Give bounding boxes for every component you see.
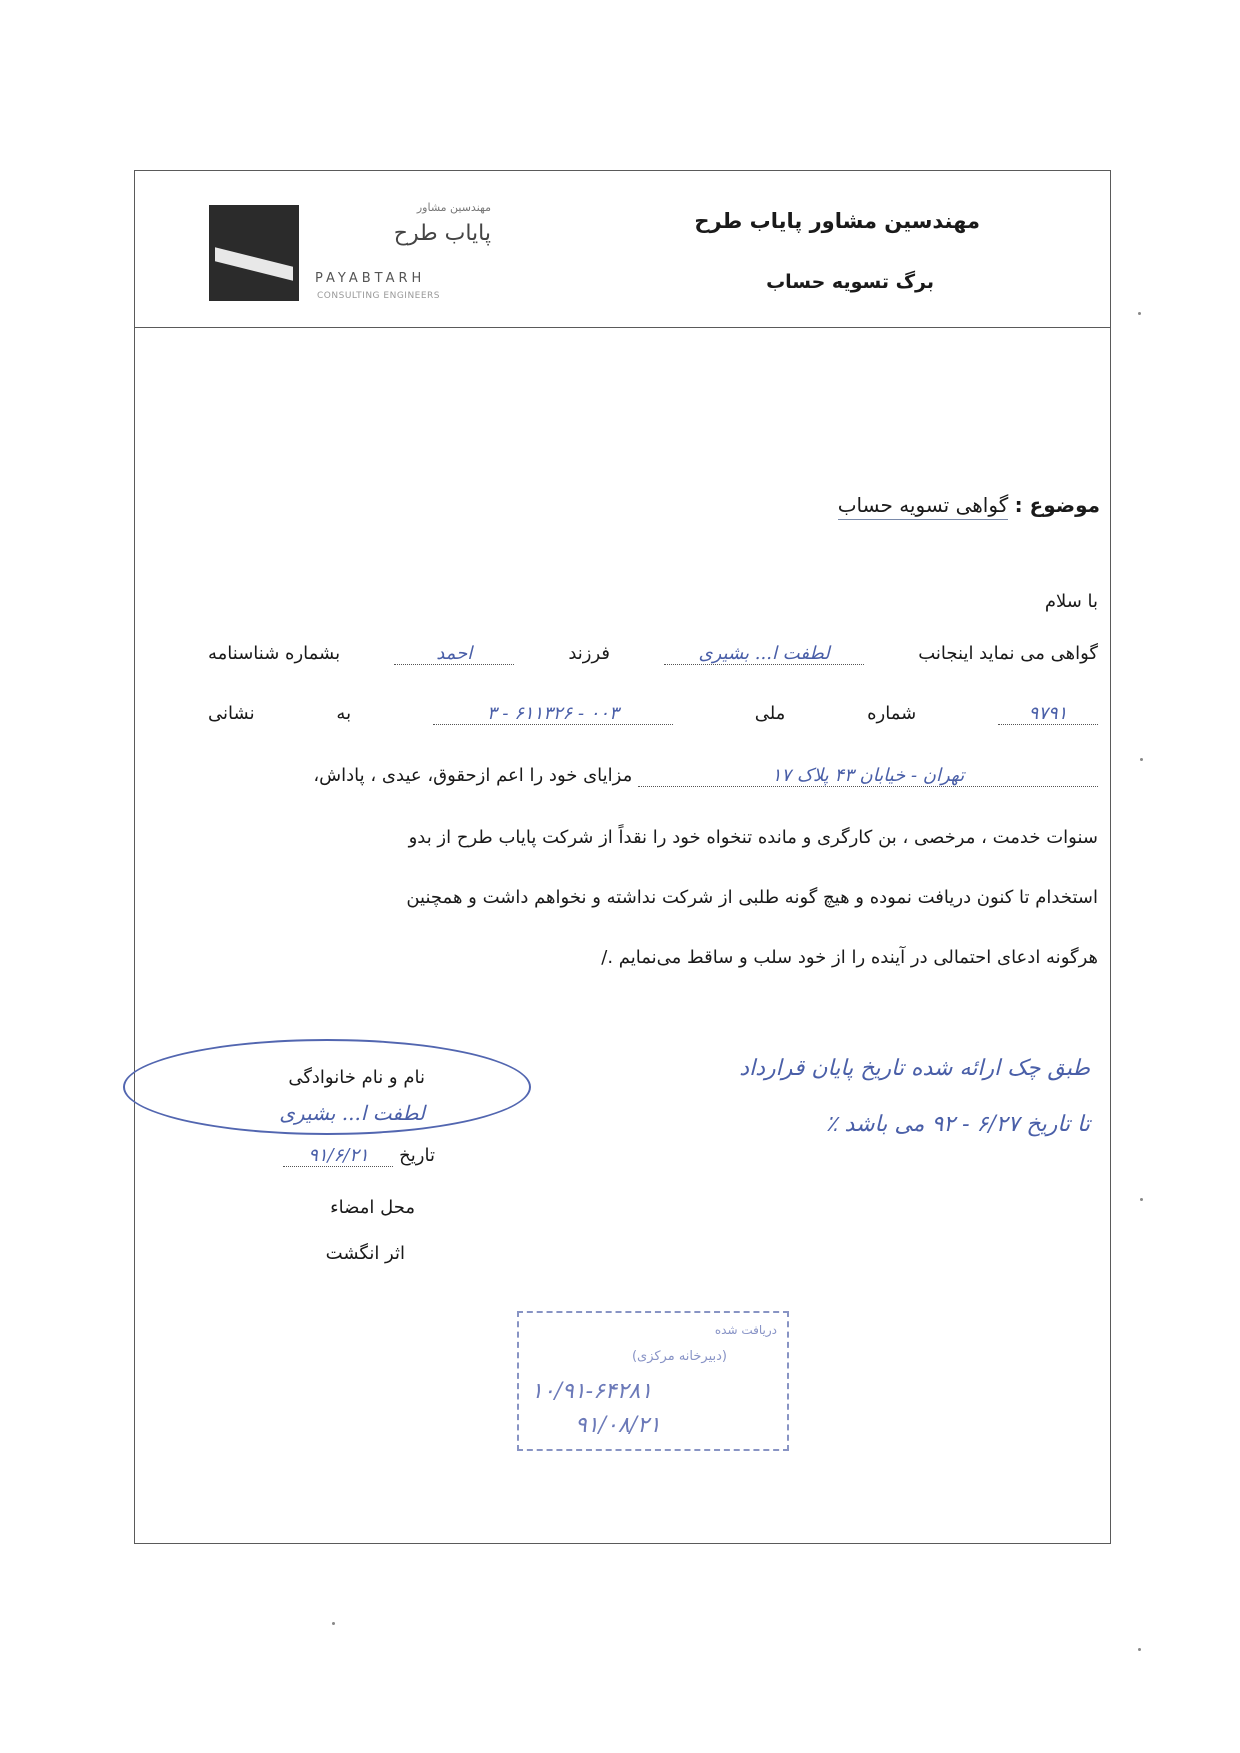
body-line-3 [208,765,1098,787]
national-label: ملی [754,703,786,724]
signature-block [135,1051,555,1371]
logo-en-name: PAYABTARH [315,271,426,286]
body-line-5: استخدام تا کنون دریافت نموده و هیچ گونه طلبی از شرکت نداشته و نخواهم داشت و همچنین [406,887,1098,908]
body-line-1 [208,643,1098,665]
scan-speck [1140,1198,1143,1201]
scan-speck [1140,758,1143,761]
subject-line [838,493,1100,517]
national-code-hw: ۰۰۳ - ۶۱۱۳۲۶ - ۳ [487,703,619,724]
body-line-2 [208,703,1098,725]
received-stamp [517,1311,789,1451]
body-line-4: سنوات خدمت ، مرخصی ، بن کارگری و مانده تنخواه خود را نقداً از شرکت پایاب طرح از بدو [408,827,1098,848]
id-number-hw: ۹۷۹۱ [1028,703,1068,724]
line1-prefix: گواهی می نماید اینجانب [918,643,1098,664]
logo-fa-small: مهندسین مشاور [416,201,491,214]
employee-name-hw: لطفت ا... بشیری [698,643,830,664]
stamp-number-hw: ۱۰/۹۱-۶۴۲۸۱ [531,1379,653,1404]
stamp-line-1: دریافت شده [714,1323,777,1337]
scan-speck [1138,1648,1141,1651]
name-label: نام و نام خانوادگی [288,1067,425,1088]
to-label: به [336,703,352,724]
date-label: تاریخ [399,1145,435,1166]
date-hw: ۹۱/۶/۲۱ [308,1145,369,1166]
signature-name-hw: لطفت ا... بشیری [279,1101,425,1125]
stamp-line-2: (دبیرخانه مرکزی) [631,1349,727,1364]
subject-label: موضوع : [1014,493,1100,517]
child-label: فرزند [568,643,611,664]
subject-value: گواهی تسویه حساب [838,493,1009,520]
line3-text: مزایای خود را اعم ازحقوق، عیدی ، پاداش، [313,765,633,786]
logo-en-sub: CONSULTING ENGINEERS [317,291,441,301]
father-name-hw: احمد [436,643,473,664]
logo-mark [209,205,299,301]
form-title: برگ تسویه حساب [766,271,934,293]
stamp-date-hw: ۹۱/۰۸/۲۱ [575,1413,661,1438]
logo-stripe [215,247,293,280]
scan-speck [1138,312,1141,315]
greeting: با سلام [1044,591,1098,612]
company-title: مهندسین مشاور پایاب طرح [694,209,980,233]
body-line-6: هرگونه ادعای احتمالی در آینده را از خود سلب و ساقط می‌نمایم ./ [601,947,1098,968]
fingerprint-label: اثر انگشت [325,1243,405,1264]
header-divider [135,327,1110,328]
logo-fa-name: پایاب طرح [393,221,491,246]
note-line-1: طبق چک ارائه شده تاریخ پایان قرارداد [739,1056,1090,1081]
number-label: شماره [867,703,917,724]
id-label: بشماره شناسنامه [208,643,341,664]
address-label: نشانی [208,703,255,724]
handwritten-note [590,1041,1090,1153]
address-hw: تهران - خیابان ۴۳ پلاک ۱۷ [771,765,965,786]
sign-place-label: محل امضاء [330,1197,415,1218]
scan-speck [332,1622,335,1625]
form-frame [134,170,1111,1544]
date-line [283,1145,435,1167]
note-line-2: تا تاریخ ۶/۲۷ - ۹۲ می باشد ٪ [825,1112,1090,1137]
